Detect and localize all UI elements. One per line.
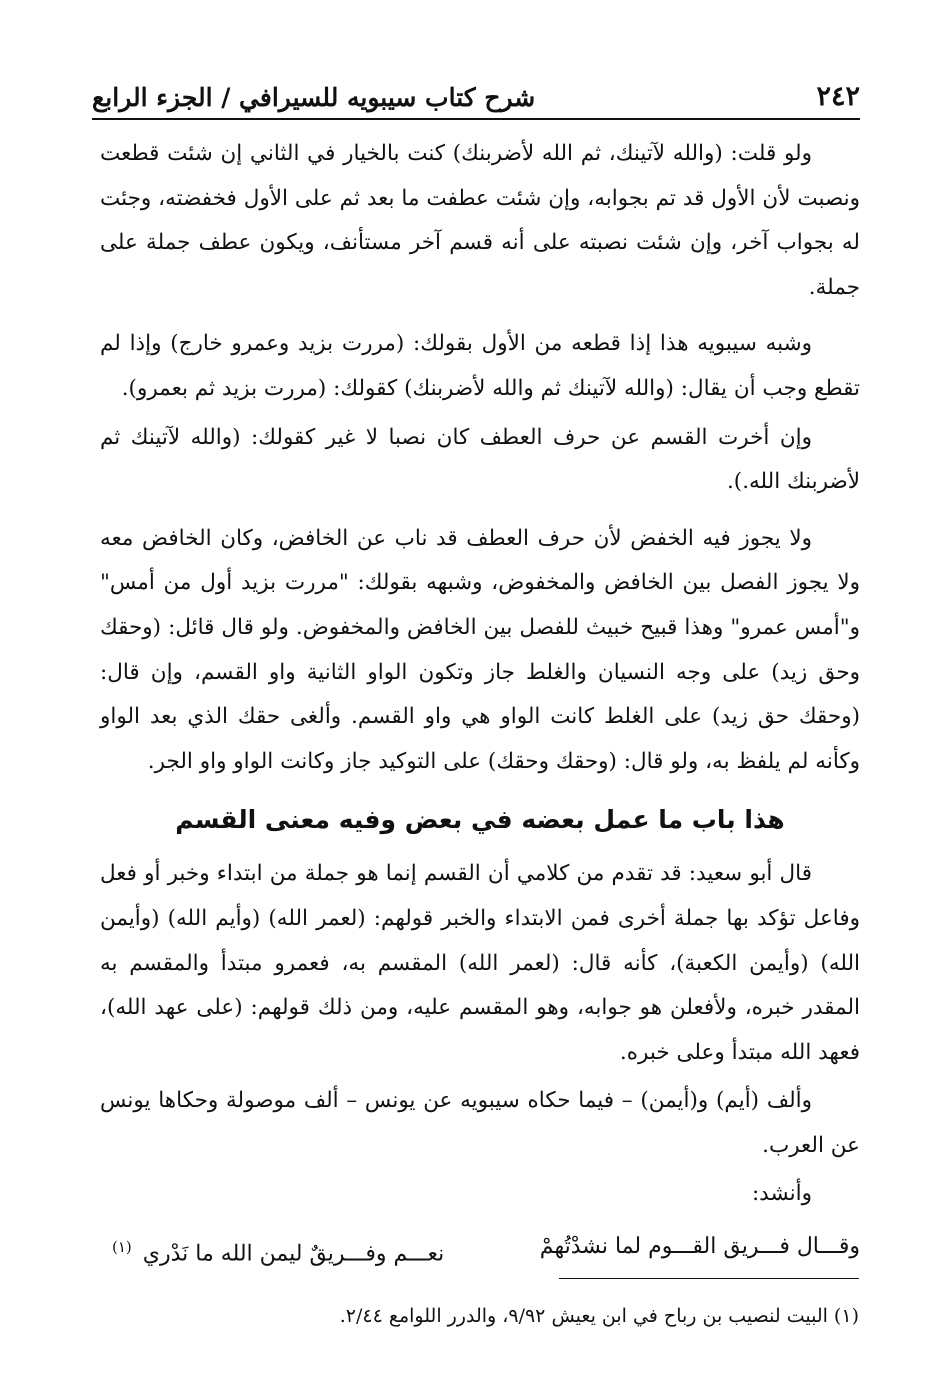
page-body bbox=[100, 132, 860, 1280]
page-header bbox=[92, 66, 860, 120]
running-title: شرح كتاب سيبويه للسيرافي / الجزء الرابع bbox=[92, 83, 536, 112]
page-number: ٢٤٢ bbox=[816, 81, 860, 112]
verse-first-half: وقـــال فـــريق القـــوم لما نشدْتُهمْ bbox=[539, 1234, 860, 1260]
section-heading: هذا باب ما عمل بعضه في بعض وفيه معنى القسم bbox=[175, 805, 785, 835]
poetry-verse bbox=[100, 1222, 860, 1279]
verse-second-half: نعـــم وفـــريقٌ ليمن الله ما نَدْري bbox=[142, 1241, 445, 1267]
paragraph-3: وإن أخرت القسم عن حرف العطف كان نصبا لا غير كقولك: (والله لآتينك ثم لأضربنك الله.). bbox=[100, 424, 860, 495]
paragraph-2: وشبه سيبويه هذا إذا قطعه من الأول بقولك: (مررت بزيد وعمرو خارج) وإذا لم تقطع وجب أن يقال: (والله لآتينك ثم والله لأضربنك) كقولك: (مررت بزيد ثم بعمرو). bbox=[100, 331, 860, 401]
footnote-divider bbox=[559, 1278, 859, 1279]
verse-intro: وأنشد: bbox=[751, 1181, 812, 1207]
verse-second-half-wrap bbox=[112, 1222, 444, 1279]
paragraph-4: ولا يجوز فيه الخفض لأن حرف العطف قد ناب عن الخافض، وكان الخافض معه ولا يجوز الفصل بين الخافض والمخفوض، وشبهه بقولك: "مررت بزيد أول من أمس" و"أمس عمرو" وهذا قبيح خبيث للفصل بين الخافض والمخفوض. ولو قال قائل: (وحقك وحق زيد) على وجه النسيان والغلط جاز وتكون الواو الثانية واو القسم، وإن قال: (وحقك حق زيد) على الغلط كانت الواو هي واو القسم. وألغى حقك الذي بعد الواو وكأنه لم يلفظ به، ولو قال: (وحقك وحقك) على التوكيد جاز وكانت الواو واو الجر. bbox=[100, 525, 860, 774]
footnote-marker[interactable]: (١) bbox=[112, 1238, 132, 1257]
paragraph-1: ولو قلت: (والله لآتينك، ثم الله لأضربنك) كنت بالخيار في الثاني إن شئت قطعت ونصبت لأن الأول قد تم بجوابه، وإن شئت عطفت ما بعد ثم على الأول فخفضته، وجئت له بجواب آخر، وإن شئت نصبته على أنه قسم آخر مستأنف، ويكون عطف جملة على جملة. bbox=[100, 141, 860, 300]
footnote: (١) البيت لنصيب بن رباح في ابن يعيش ٩/٩٢، والدرر اللوامع ٢/٤٤. bbox=[339, 1305, 859, 1327]
section-paragraph-2: وألف (أيم) و(أيمن) – فيما حكاه سيبويه عن يونس – ألف موصولة وحكاها يونس عن العرب. bbox=[100, 1088, 860, 1158]
section-paragraph-1: قال أبو سعيد: قد تقدم من كلامي أن القسم إنما هو جملة من ابتداء وخبر أو فعل وفاعل تؤكد بها جملة أخرى فمن الابتداء والخبر قولهم: (لعمر الله) (وأيم الله) (وأيمن الله) (وأيمن الكعبة)، كأنه قال: (لعمر الله) المقسم به، فعمرو مبتدأ والمقسم به المقدر خبره، ولأفعلن هو جوابه، وهو المقسم عليه، ومن ذلك قولهم: (على عهد الله)، فعهد الله مبتدأ وعلى خبره. bbox=[100, 861, 860, 1065]
